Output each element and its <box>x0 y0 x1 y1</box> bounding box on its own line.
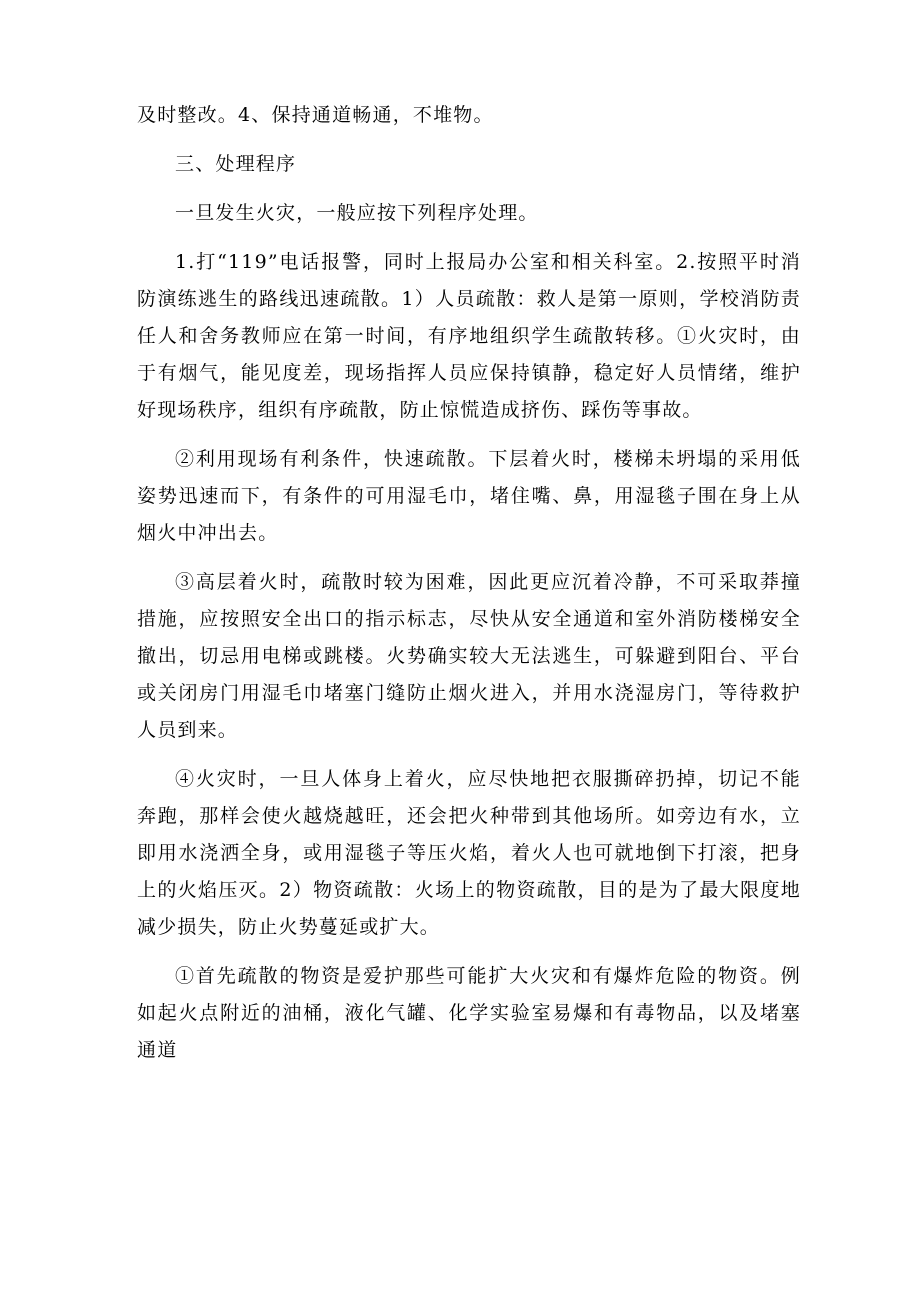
paragraph-intro: 一旦发生火灾，一般应按下列程序处理。 <box>175 202 539 224</box>
paragraph-evacuation: 1.打“119”电话报警，同时上报局办公室和相关科室。2.按照平时消防演练逃生的路线迅速疏散。1）人员疏散：救人是第一原则，学校消防责任人和舍务教师应在第一时间，有序地组织学生疏散转移。①火灾时，由于有烟气，能见度差，现场指挥人员应保持镇静，稳定好人员情绪，维护好现场秩序，组织有序疏散，防止惊慌造成挤伤、踩伤等事故。 <box>137 251 801 421</box>
section-heading: 三、处理程序 <box>175 153 297 175</box>
paragraph-continuation: 及时整改。4、保持通道畅通，不堆物。 <box>137 104 494 126</box>
paragraph-body-fire: ④火灾时，一旦人体身上着火，应尽快地把衣服撕碎扔掉，切记不能奔跑，那样会使火越烧越旺，还会把火种带到其他场所。如旁边有水，立即用水浇洒全身，或用湿毯子等压火焰，着火人也可就地倒下打滚，把身上的火焰压灭。2）物资疏散：火场上的物资疏散，目的是为了最大限度地减少损失，防止火势蔓延或扩大。 <box>137 768 801 938</box>
paragraph-materials: ①首先疏散的物资是爱护那些可能扩大火灾和有爆炸危险的物资。例如起火点附近的油桶，液化气罐、化学实验室易爆和有毒物品，以及堵塞通道 <box>137 965 801 1061</box>
paragraph-lower-floor: ②利用现场有利条件，快速疏散。下层着火时，楼梯未坍塌的采用低姿势迅速而下，有条件的可用湿毛巾，堵住嘴、鼻，用湿毯子围在身上从烟火中冲出去。 <box>137 448 801 544</box>
paragraph-high-floor: ③高层着火时，疏散时较为困难，因此更应沉着冷静，不可采取莽撞措施，应按照安全出口的指示标志，尽快从安全通道和室外消防楼梯安全撤出，切忌用电梯或跳楼。火势确实较大无法逃生，可躲避到阳台、平台或关闭房门用湿毛巾堵塞门缝防止烟火进入，并用水浇湿房门，等待救护人员到来。 <box>137 571 801 741</box>
document-body <box>137 97 801 1081</box>
